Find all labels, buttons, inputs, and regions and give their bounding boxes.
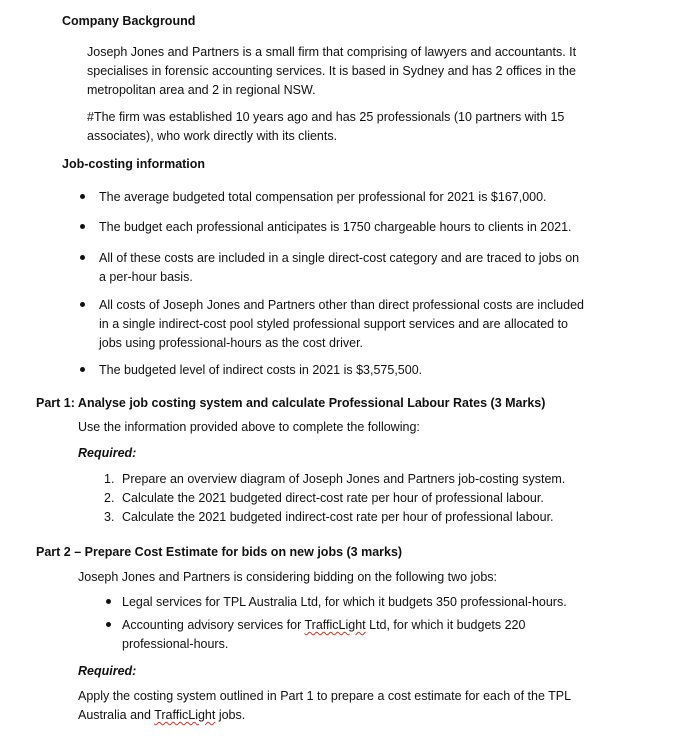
bullet-icon [80, 302, 85, 307]
list-item [80, 218, 600, 237]
list-item [80, 249, 600, 287]
company-name: TrafficLight [154, 708, 216, 722]
list-item-text: The budgeted level of indirect costs in 2021 is $3,575,500. [99, 363, 423, 377]
list-item-text: Legal services for TPL Australia Ltd, for which it budgets 350 professional-hours. [122, 595, 567, 609]
list-item [104, 510, 554, 524]
text-segment: Apply the costing system outlined in Part 1 to prepare a cost estimate for each of the TPL Australia and [78, 689, 571, 722]
list-item-text: Calculate the 2021 budgeted direct-cost rate per hour of professional labour. [122, 491, 544, 505]
list-item [106, 616, 566, 654]
text-segment: Ltd, for which it budgets 220 professional-hours. [122, 618, 526, 651]
list-item [104, 472, 565, 486]
part2-final-paragraph [78, 687, 618, 725]
bullet-icon [106, 622, 111, 627]
bullet-icon [80, 367, 85, 372]
bullet-icon [80, 194, 85, 199]
list-item [80, 296, 600, 353]
bullet-icon [80, 224, 85, 229]
list-item-text: Prepare an overview diagram of Joseph Jones and Partners job-costing system. [122, 472, 566, 486]
bullet-icon [80, 255, 85, 260]
bullet-icon [106, 599, 111, 604]
list-item-text: All costs of Joseph Jones and Partners other than direct professional costs are included in a single indirect-cost pool styled professional support services and are allocated to jobs using professional-hours as the cost driver. [99, 298, 584, 350]
list-item [106, 593, 606, 612]
list-item-text: The budget each professional anticipates is 1750 chargeable hours to clients in 2021. [99, 220, 572, 234]
company-background-heading: Company Background [62, 14, 196, 28]
list-number: 1. [104, 472, 115, 486]
list-number: 3. [104, 510, 115, 524]
list-item-text: Calculate the 2021 budgeted indirect-cost rate per hour of professional labour. [122, 510, 554, 524]
part2-heading: Part 2 – Prepare Cost Estimate for bids on new jobs (3 marks) [36, 545, 403, 559]
company-name: TrafficLight [304, 618, 366, 632]
list-item-text: The average budgeted total compensation per professional for 2021 is $167,000. [99, 190, 547, 204]
part2-intro: Joseph Jones and Partners is considering bidding on the following two jobs: [78, 570, 498, 584]
company-background-para2: #The firm was established 10 years ago and has 25 professionals (10 partners with 15 associates), who work directly with its clients. [87, 110, 565, 143]
part2-required-label: Required: [78, 664, 137, 678]
text-segment: Accounting advisory services for [122, 618, 305, 632]
list-number: 2. [104, 491, 115, 505]
part1-heading: Part 1: Analyse job costing system and calculate Professional Labour Rates (3 Marks) [36, 396, 546, 410]
list-item [104, 491, 544, 505]
text-segment: jobs. [215, 708, 246, 722]
list-item [80, 188, 600, 207]
job-costing-heading: Job-costing information [62, 157, 206, 171]
list-item [80, 361, 600, 380]
part1-required-label: Required: [78, 446, 137, 460]
list-item-text: All of these costs are included in a single direct-cost category and are traced to jobs on a per-hour basis. [99, 251, 580, 284]
part1-intro: Use the information provided above to complete the following: [78, 420, 420, 434]
list-item-text [122, 616, 566, 654]
company-background-para1: Joseph Jones and Partners is a small firm that comprising of lawyers and accountants. It specialises in forensic accounting services. It is based in Sydney and has 2 offices in the metropolitan area and 2 in regional NSW. [87, 45, 577, 97]
